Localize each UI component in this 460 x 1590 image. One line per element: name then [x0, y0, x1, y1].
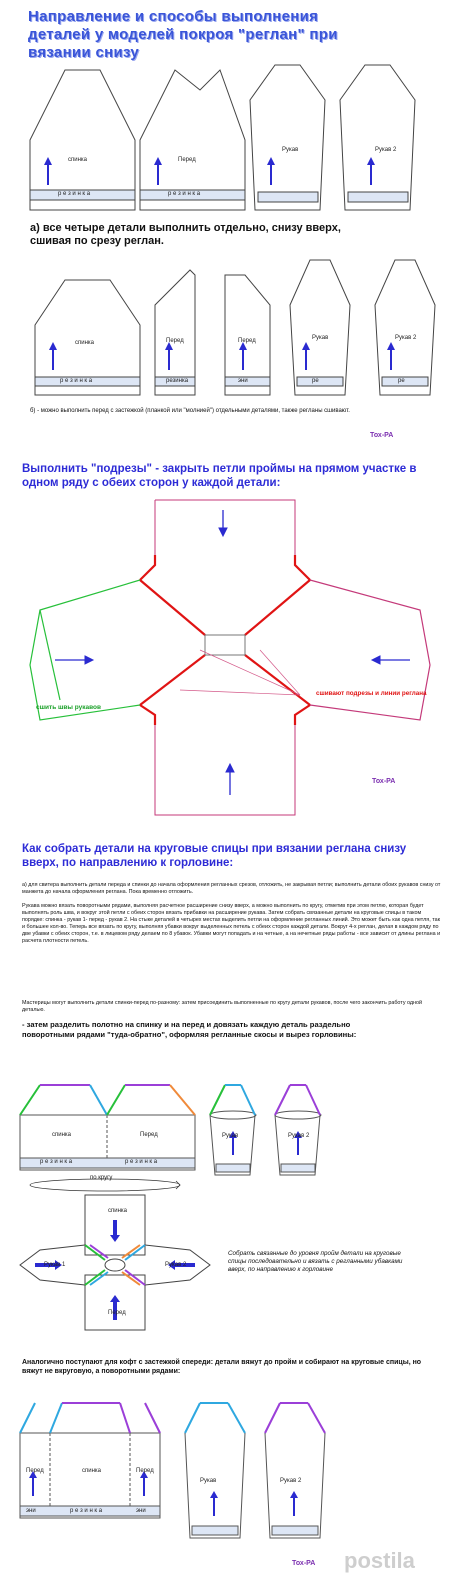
section1-title: Направление и способы выполнения деталей у моделей покроя "реглан" при вязании снизу	[28, 8, 338, 61]
row2-rib-sleeve2: ре	[398, 378, 405, 384]
cardigan-sleeve2	[265, 1433, 325, 1538]
row1-rib-back: р е з и н к а	[58, 191, 91, 197]
postila-logo	[340, 1540, 455, 1580]
row1-label-front: Перед	[178, 157, 196, 163]
cross-neck	[105, 1259, 125, 1271]
up-arrows	[44, 157, 375, 185]
last-label-back: спинка	[82, 1468, 102, 1474]
para-a: а) для свитера выполнить детали переда и спинки до начала оформления регланных срезов, отложить, не закрывая петли; выполнить детали обоих рукавов снизу от манжета до начала оформления реглана. Пока временно отложить.	[22, 882, 441, 895]
sleeve1-piece	[250, 65, 325, 210]
cardigan-raglans	[20, 1403, 160, 1433]
left-sleeve	[30, 580, 140, 720]
caption-b: б) - можно выполнить перед с застежкой (планкой или "молнией") отдельными деталями, также регланы сшивают.	[30, 408, 350, 414]
last-label-sleeve2: Рукав 2	[280, 1478, 302, 1484]
section3-row-diagram	[0, 1070, 460, 1190]
row2-rib-back: р е з и н к а	[60, 378, 93, 384]
right-sleeve	[310, 580, 430, 720]
section2-cross-diagram	[0, 490, 460, 820]
row2-label-sleeve1: Рукав	[312, 335, 329, 341]
row2-rib-sleeve1: ре	[312, 378, 319, 384]
last-rib-left: эни	[26, 1508, 36, 1514]
down-arrow-top	[219, 510, 227, 536]
section3-signature: Тох-PA	[292, 1560, 316, 1567]
section2-signature: Тох-PA	[372, 778, 396, 785]
s3-label-sleeve2: Рукав 2	[288, 1133, 310, 1139]
section1-row2-diagram	[0, 245, 460, 425]
pointer-lines	[180, 650, 300, 695]
row2-rib-front-right: эни	[238, 378, 248, 384]
last-label-front-left: Перед	[26, 1468, 44, 1474]
row1-label-sleeve1: Рукав	[282, 147, 299, 153]
red-note: сшивают подрезы и линии реглана	[316, 690, 427, 697]
s3-rib-back: р е з и н к а	[40, 1159, 73, 1165]
row2-label-back: спинка	[75, 340, 95, 346]
cross-label-front: Перед	[108, 1310, 126, 1316]
section3-title: Как собрать детали на круговые спицы при вязании реглана снизу вверх, по направлению к горловине:	[22, 843, 407, 869]
last-rib-center: р е з и н к а	[70, 1508, 103, 1514]
up-arrows-row2	[49, 342, 395, 370]
up-arrow-bottom	[226, 764, 234, 795]
s3-label-sleeve1: Рукав	[222, 1133, 239, 1139]
cardigan-panel	[20, 1433, 160, 1518]
row1-label-sleeve2: Рукав 2	[375, 147, 397, 153]
last-rib-right: эни	[136, 1508, 146, 1514]
cross-label-back: спинка	[108, 1208, 128, 1214]
cardigan-sleeve1-top	[185, 1403, 245, 1433]
neck-box	[205, 635, 245, 655]
green-note: сшить швы рукавов	[36, 704, 102, 711]
raglan-red-lines	[140, 555, 310, 725]
para-a3: Мастерицы могут выполнить детали спинки-перед по-разному: затем присоединить выполненные по кругу детали рукавов, после чего закончить работу одной деталью.	[22, 1000, 423, 1013]
row2-rib-front-left: резинка	[166, 378, 189, 384]
last-para: Аналогично поступают для кофт с застежкой спереди: детали вяжут до пройм и собирают на круговые спицы, но вяжут не вкруговую, а поворотными рядами:	[22, 1359, 422, 1375]
cross-label-sleeve1: Рукав 1	[44, 1262, 66, 1268]
row1-rib-front: р е з и н к а	[168, 191, 201, 197]
front-right-piece	[225, 275, 270, 395]
cross-note: Собрать связанные до уровня пройм детали на круговые спицы последовательно и вязать с регланными убавками вверх, по направлению к горловине	[228, 1250, 403, 1273]
cross-label-sleeve2: Рукав 2	[165, 1262, 187, 1268]
bottom-piece	[155, 725, 295, 815]
loop-arrow-note: по кругу	[90, 1175, 113, 1181]
caption-a: а) все четыре детали выполнить отдельно, снизу вверх, сшивая по срезу реглан.	[30, 222, 341, 247]
last-label-sleeve1: Рукав	[200, 1478, 217, 1484]
left-arrow	[55, 656, 93, 664]
para-bold: - затем разделить полотно на спинку и на перед и довязать каждую деталь раздельно поворотными рядами "туда-обратно", оформляя регланные скосы и вырез горловины:	[22, 1020, 357, 1039]
section2-title: Выполнить "подрезы" - закрыть петли проймы на прямом участке в одном ряду с обеих сторон у каждой детали:	[22, 463, 417, 489]
s3-label-front: Перед	[140, 1132, 158, 1138]
s3-label-back: спинка	[52, 1132, 72, 1138]
front-left-piece	[155, 270, 195, 395]
back-piece	[30, 70, 135, 210]
last-label-front-right: Перед	[136, 1468, 154, 1474]
sleeve1-piece-row2	[290, 260, 350, 395]
cardigan-sleeve2-top	[265, 1403, 325, 1433]
front-piece	[140, 70, 245, 210]
para-a2: Рукава можно вязать поворотными рядами, выполняя расчетное расширение снизу вверх, а можно выполнить по кругу, отметив при этом петлю, которая будет выполнять роль шва, и вокруг этой петли с обеих сторон вязать прибавки на расширение рукава. Затем собрать связанные детали на круговые спицы в таком порядке: спинка - рукав 1- перед - рукав 2. На стыке деталей в четырех местах выделить петли на оформление регланных линий. Это может быть как одна петля, так и большее кол-во. Теперь все вязать по кругу, выполняя убавки вокруг выделенных петель с обеих сторон каждой детали. Вокруг 4-х реглан, делая в каждом ряду по две убавки с обеих сторон, т.е. в лицевом ряду делаем по 8 убавок. Убавки могут попадать и на четные, а на нечетные ряды работы - все зависит от длины реглана и расчета плотности петель.	[22, 903, 441, 944]
section1-signature: Тох-PA	[370, 432, 394, 439]
row2-label-sleeve2: Рукав 2	[395, 335, 417, 341]
row2-label-front-right: Перед	[238, 338, 256, 344]
svg-text:postila: postila	[344, 1548, 415, 1573]
body-raglan-lines	[20, 1085, 195, 1115]
s3-rib-front: р е з и н к а	[125, 1159, 158, 1165]
cardigan-sleeve1	[185, 1433, 245, 1538]
right-arrow	[372, 656, 410, 664]
row1-label-back: спинка	[68, 157, 88, 163]
sleeve2-piece	[340, 65, 415, 210]
sleeve2-piece-row2	[375, 260, 435, 395]
cross-raglans	[85, 1245, 145, 1285]
row2-label-front-left: Перед	[166, 338, 184, 344]
sleeve-a-top	[210, 1085, 255, 1115]
sleeve-b-top	[275, 1085, 320, 1115]
